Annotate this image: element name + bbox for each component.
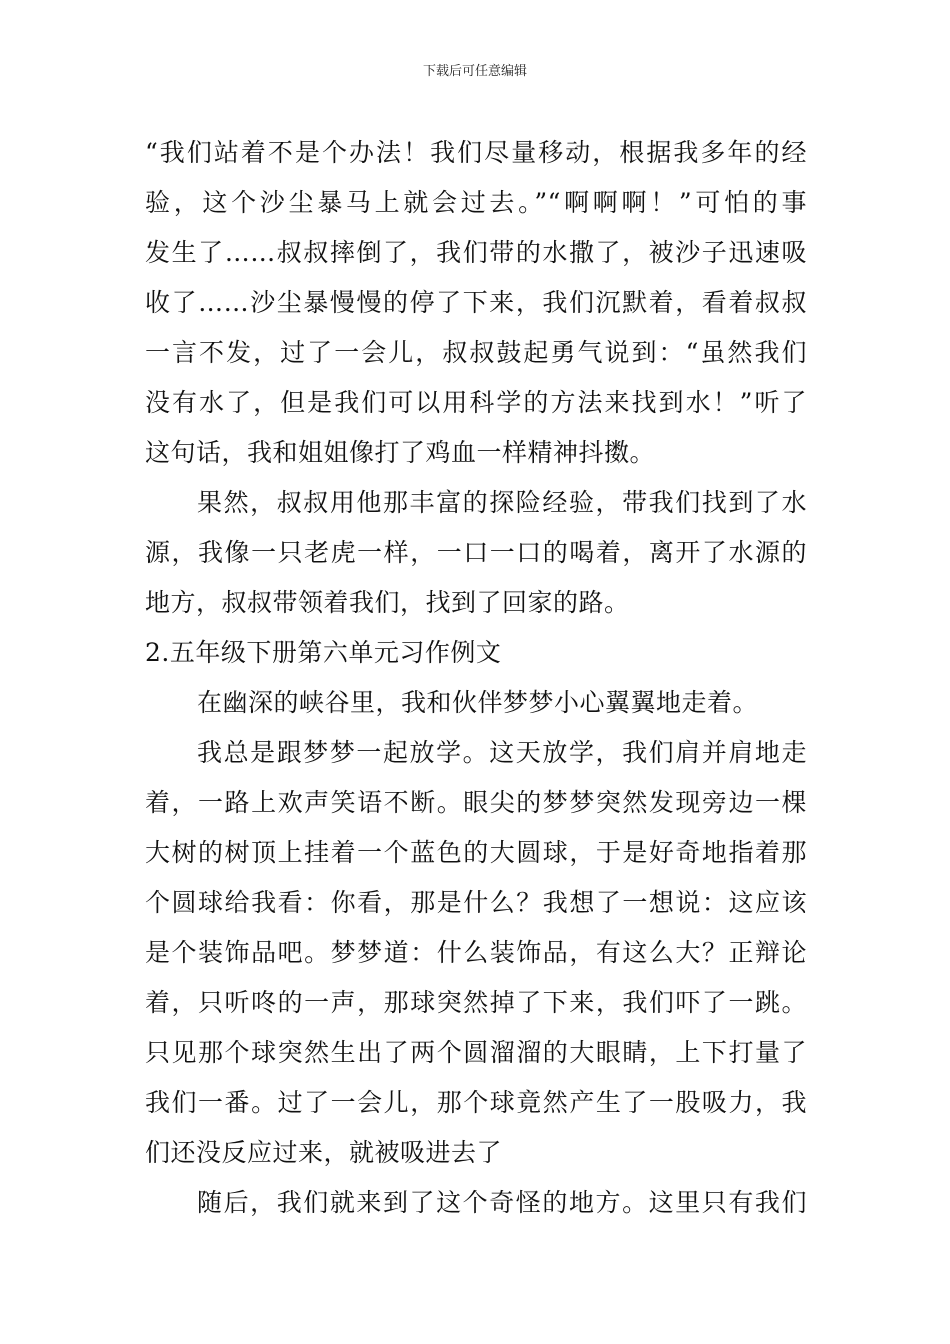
text-line: 我们一番。过了一会儿，那个球竟然产生了一股吸力，我 bbox=[145, 1088, 807, 1117]
text-line: 源，我像一只老虎一样，一口一口的喝着，离开了水源的 bbox=[145, 538, 807, 567]
text-line: 地方，叔叔带领着我们，找到了回家的路。 bbox=[145, 588, 630, 617]
paragraph-first-line: 在幽深的峡谷里，我和伙伴梦梦小心翼翼地走着。 bbox=[197, 688, 759, 717]
paragraph-first-line: 随后，我们就来到了这个奇怪的地方。这里只有我们 bbox=[197, 1188, 807, 1217]
page-header: 下载后可任意编辑 bbox=[422, 64, 527, 79]
text-line: 发生了……叔叔摔倒了，我们带的水撒了，被沙子迅速吸 bbox=[145, 238, 807, 267]
text-line: 只见那个球突然生出了两个圆溜溜的大眼睛，上下打量了 bbox=[145, 1038, 807, 1067]
document-body bbox=[145, 128, 807, 1228]
text-line: 着，一路上欢声笑语不断。眼尖的梦梦突然发现旁边一棵 bbox=[145, 788, 807, 817]
paragraph-first-line: 我总是跟梦梦一起放学。这天放学，我们肩并肩地走 bbox=[197, 738, 807, 767]
text-line: 收了……沙尘暴慢慢的停了下来，我们沉默着，看着叔叔 bbox=[145, 288, 807, 317]
text-line: 这句话，我和姐姐像打了鸡血一样精神抖擞。 bbox=[145, 438, 656, 467]
text-line: 没有水了，但是我们可以用科学的方法来找到水！”听了 bbox=[145, 388, 807, 417]
text-line: 个圆球给我看：你看，那是什么？我想了一想说：这应该 bbox=[145, 888, 807, 917]
text-line: 大树的树顶上挂着一个蓝色的大圆球，于是好奇地指着那 bbox=[145, 838, 807, 867]
text-line: 一言不发，过了一会儿，叔叔鼓起勇气说到：“虽然我们 bbox=[145, 338, 807, 367]
text-line: 们还没反应过来，就被吸进去了 bbox=[145, 1138, 503, 1167]
text-line: 着，只听咚的一声，那球突然掉了下来，我们吓了一跳。 bbox=[145, 988, 807, 1017]
section-heading: 2.五年级下册第六单元习作例文 bbox=[145, 638, 502, 667]
text-line: 验，这个沙尘暴马上就会过去。”“啊啊啊！”可怕的事 bbox=[145, 188, 807, 217]
text-line: “我们站着不是个办法！我们尽量移动，根据我多年的经 bbox=[145, 138, 807, 167]
paragraph-first-line: 果然，叔叔用他那丰富的探险经验，带我们找到了水 bbox=[197, 488, 807, 517]
text-line: 是个装饰品吧。梦梦道：什么装饰品，有这么大？正辩论 bbox=[145, 938, 807, 967]
